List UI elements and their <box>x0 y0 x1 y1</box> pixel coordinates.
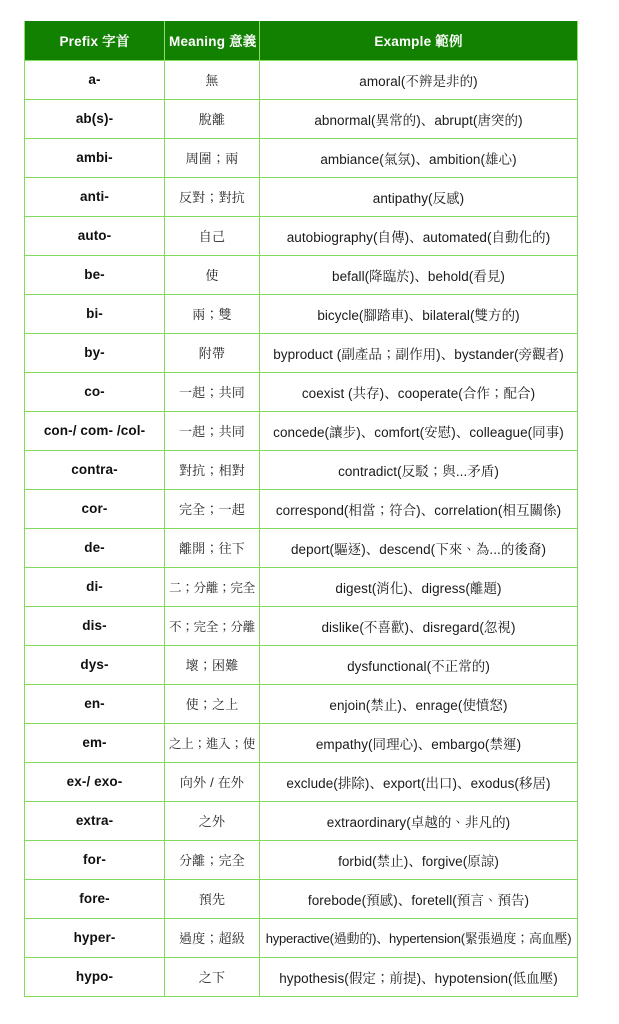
prefix-table-container <box>24 21 577 997</box>
cell-example: antipathy(反感) <box>260 177 578 216</box>
header-row <box>25 21 578 60</box>
cell-prefix: contra- <box>25 450 165 489</box>
cell-prefix: en- <box>25 684 165 723</box>
column-header-meaning: Meaning 意義 <box>165 21 260 60</box>
table-row <box>25 294 578 333</box>
cell-meaning: 自己 <box>165 216 260 255</box>
cell-prefix: ex-/ exo- <box>25 762 165 801</box>
cell-prefix: em- <box>25 723 165 762</box>
table-row <box>25 333 578 372</box>
cell-example: exclude(排除)、export(出口)、exodus(移居) <box>260 762 578 801</box>
cell-meaning: 附帶 <box>165 333 260 372</box>
table-row <box>25 723 578 762</box>
cell-prefix: auto- <box>25 216 165 255</box>
cell-prefix: de- <box>25 528 165 567</box>
column-header-example: Example 範例 <box>260 21 578 60</box>
cell-example: correspond(相當；符合)、correlation(相互關係) <box>260 489 578 528</box>
cell-meaning: 離開；往下 <box>165 528 260 567</box>
table-row <box>25 372 578 411</box>
cell-prefix: ab(s)- <box>25 99 165 138</box>
cell-meaning: 之上；進入；使 <box>165 723 260 762</box>
cell-meaning: 預先 <box>165 879 260 918</box>
table-row <box>25 489 578 528</box>
cell-example: forbid(禁止)、forgive(原諒) <box>260 840 578 879</box>
cell-prefix: dys- <box>25 645 165 684</box>
table-row <box>25 216 578 255</box>
table-row <box>25 645 578 684</box>
cell-example: bicycle(腳踏車)、bilateral(雙方的) <box>260 294 578 333</box>
cell-prefix: fore- <box>25 879 165 918</box>
cell-example: hyperactive(過動的)、hypertension(緊張過度；高血壓) <box>260 918 578 957</box>
cell-prefix: di- <box>25 567 165 606</box>
cell-example: concede(讓步)、comfort(安慰)、colleague(同事) <box>260 411 578 450</box>
cell-prefix: hyper- <box>25 918 165 957</box>
cell-example: extraordinary(卓越的、非凡的) <box>260 801 578 840</box>
cell-meaning: 無 <box>165 60 260 99</box>
cell-meaning: 對抗；相對 <box>165 450 260 489</box>
cell-prefix: hypo- <box>25 957 165 996</box>
table-row <box>25 60 578 99</box>
table-row <box>25 918 578 957</box>
cell-prefix: anti- <box>25 177 165 216</box>
cell-meaning: 過度；超級 <box>165 918 260 957</box>
table-row <box>25 528 578 567</box>
cell-example: forebode(預感)、foretell(預言、預告) <box>260 879 578 918</box>
cell-prefix: co- <box>25 372 165 411</box>
cell-example: abnormal(異常的)、abrupt(唐突的) <box>260 99 578 138</box>
table-row <box>25 606 578 645</box>
cell-example: autobiography(自傳)、automated(自動化的) <box>260 216 578 255</box>
cell-example: empathy(同理心)、embargo(禁運) <box>260 723 578 762</box>
table-row <box>25 411 578 450</box>
table-row <box>25 567 578 606</box>
cell-meaning: 一起；共同 <box>165 372 260 411</box>
cell-meaning: 完全；一起 <box>165 489 260 528</box>
cell-prefix: ambi- <box>25 138 165 177</box>
cell-meaning: 分離；完全 <box>165 840 260 879</box>
table-row <box>25 450 578 489</box>
cell-prefix: extra- <box>25 801 165 840</box>
table-row <box>25 840 578 879</box>
column-header-prefix: Prefix 字首 <box>25 21 165 60</box>
cell-example: ambiance(氣氛)、ambition(雄心) <box>260 138 578 177</box>
cell-meaning: 一起；共同 <box>165 411 260 450</box>
cell-prefix: by- <box>25 333 165 372</box>
cell-example: enjoin(禁止)、enrage(使憤怒) <box>260 684 578 723</box>
cell-example: dislike(不喜歡)、disregard(忽視) <box>260 606 578 645</box>
table-row <box>25 957 578 996</box>
prefix-table <box>24 21 578 997</box>
table-row <box>25 879 578 918</box>
cell-prefix: be- <box>25 255 165 294</box>
cell-example: contradict(反駁；與...矛盾) <box>260 450 578 489</box>
table-row <box>25 762 578 801</box>
table-header <box>25 21 578 60</box>
cell-example: digest(消化)、digress(離題) <box>260 567 578 606</box>
cell-meaning: 周圍；兩 <box>165 138 260 177</box>
cell-example: amoral(不辨是非的) <box>260 60 578 99</box>
cell-meaning: 使 <box>165 255 260 294</box>
cell-meaning: 之外 <box>165 801 260 840</box>
cell-example: byproduct (副產品；副作用)、bystander(旁觀者) <box>260 333 578 372</box>
cell-meaning: 不；完全；分離 <box>165 606 260 645</box>
cell-meaning: 脫離 <box>165 99 260 138</box>
cell-meaning: 向外 / 在外 <box>165 762 260 801</box>
cell-prefix: a- <box>25 60 165 99</box>
table-body <box>25 60 578 996</box>
cell-prefix: con-/ com- /col- <box>25 411 165 450</box>
cell-prefix: for- <box>25 840 165 879</box>
table-row <box>25 99 578 138</box>
cell-prefix: cor- <box>25 489 165 528</box>
cell-meaning: 二；分離；完全 <box>165 567 260 606</box>
cell-meaning: 壞；困難 <box>165 645 260 684</box>
cell-prefix: bi- <box>25 294 165 333</box>
table-row <box>25 177 578 216</box>
cell-example: hypothesis(假定；前提)、hypotension(低血壓) <box>260 957 578 996</box>
table-row <box>25 255 578 294</box>
cell-example: dysfunctional(不正常的) <box>260 645 578 684</box>
cell-example: befall(降臨於)、behold(看見) <box>260 255 578 294</box>
cell-example: coexist (共存)、cooperate(合作；配合) <box>260 372 578 411</box>
cell-meaning: 使；之上 <box>165 684 260 723</box>
table-row <box>25 684 578 723</box>
cell-meaning: 兩；雙 <box>165 294 260 333</box>
cell-meaning: 反對；對抗 <box>165 177 260 216</box>
cell-example: deport(驅逐)、descend(下來、為...的後裔) <box>260 528 578 567</box>
cell-meaning: 之下 <box>165 957 260 996</box>
table-row <box>25 801 578 840</box>
cell-prefix: dis- <box>25 606 165 645</box>
table-row <box>25 138 578 177</box>
